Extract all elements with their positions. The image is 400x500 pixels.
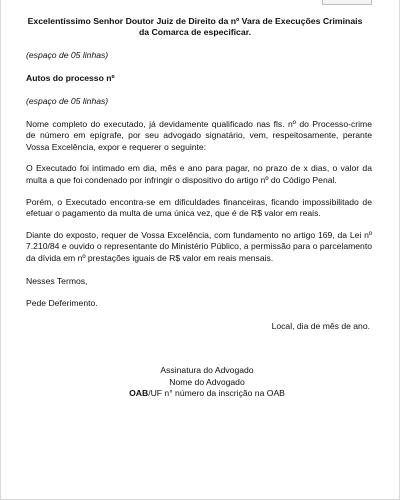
closing-terms: Nesses Termos, [26, 275, 88, 286]
closing-request: Pede Deferimento. [26, 298, 98, 309]
paragraph-introduction: Nome completo do executado, já devidamente qualificado nas fls. nº do Processo-crime de número em epígrafe, por seu advogado signatário, vem, respeitosamente, perante Vossa Excelência, expor e requerer o seguinte: [26, 118, 372, 152]
paragraph-financial-difficulty: Porém, o Executado encontra-se em dificuldades financeiras, ficando impossibilitado de efetuar o pagamento da multa de uma única vez, que é de R$ valor em reais. [26, 196, 372, 219]
spacer-note-2: (espaço de 05 linhas) [26, 96, 109, 106]
signature-line: Assinatura do Advogado [160, 365, 254, 376]
place-and-date: Local, dia de mês de ano. [271, 320, 370, 331]
paragraph-summons: O Executado foi intimado em dia, mês e ano para pagar, no prazo de x dias, o valor da multa a que foi condenado por infringir o dispositivo do artigo nº do Código Penal. [26, 163, 372, 185]
spacer-note-1: (espaço de 05 linhas) [26, 49, 109, 60]
oab-prefix: OAB [129, 388, 149, 399]
oab-registration [42, 388, 372, 399]
petition-document [26, 16, 372, 400]
lawyer-name: Nome do Advogado [169, 376, 245, 387]
signature-block [26, 365, 372, 399]
corner-tab [322, 0, 372, 5]
process-number-label: Autos do processo nº [26, 73, 115, 84]
paragraph-request: Diante do exposto, requer de Vossa Excelência, com fundamento no artigo 169, da Lei nº 7.210/84 e ouvido o representante do Ministério Público, a permissão para o parcelamento da dívida em nº prestações iguais de R$ valor em reais mensais. [26, 229, 372, 263]
oab-details: /UF n° número da inscrição na OAB [148, 388, 285, 399]
document-header: Excelentíssimo Senhor Doutor Juiz de Direito da nº Vara de Execuções Criminais da Comarca de especificar. [27, 16, 363, 38]
